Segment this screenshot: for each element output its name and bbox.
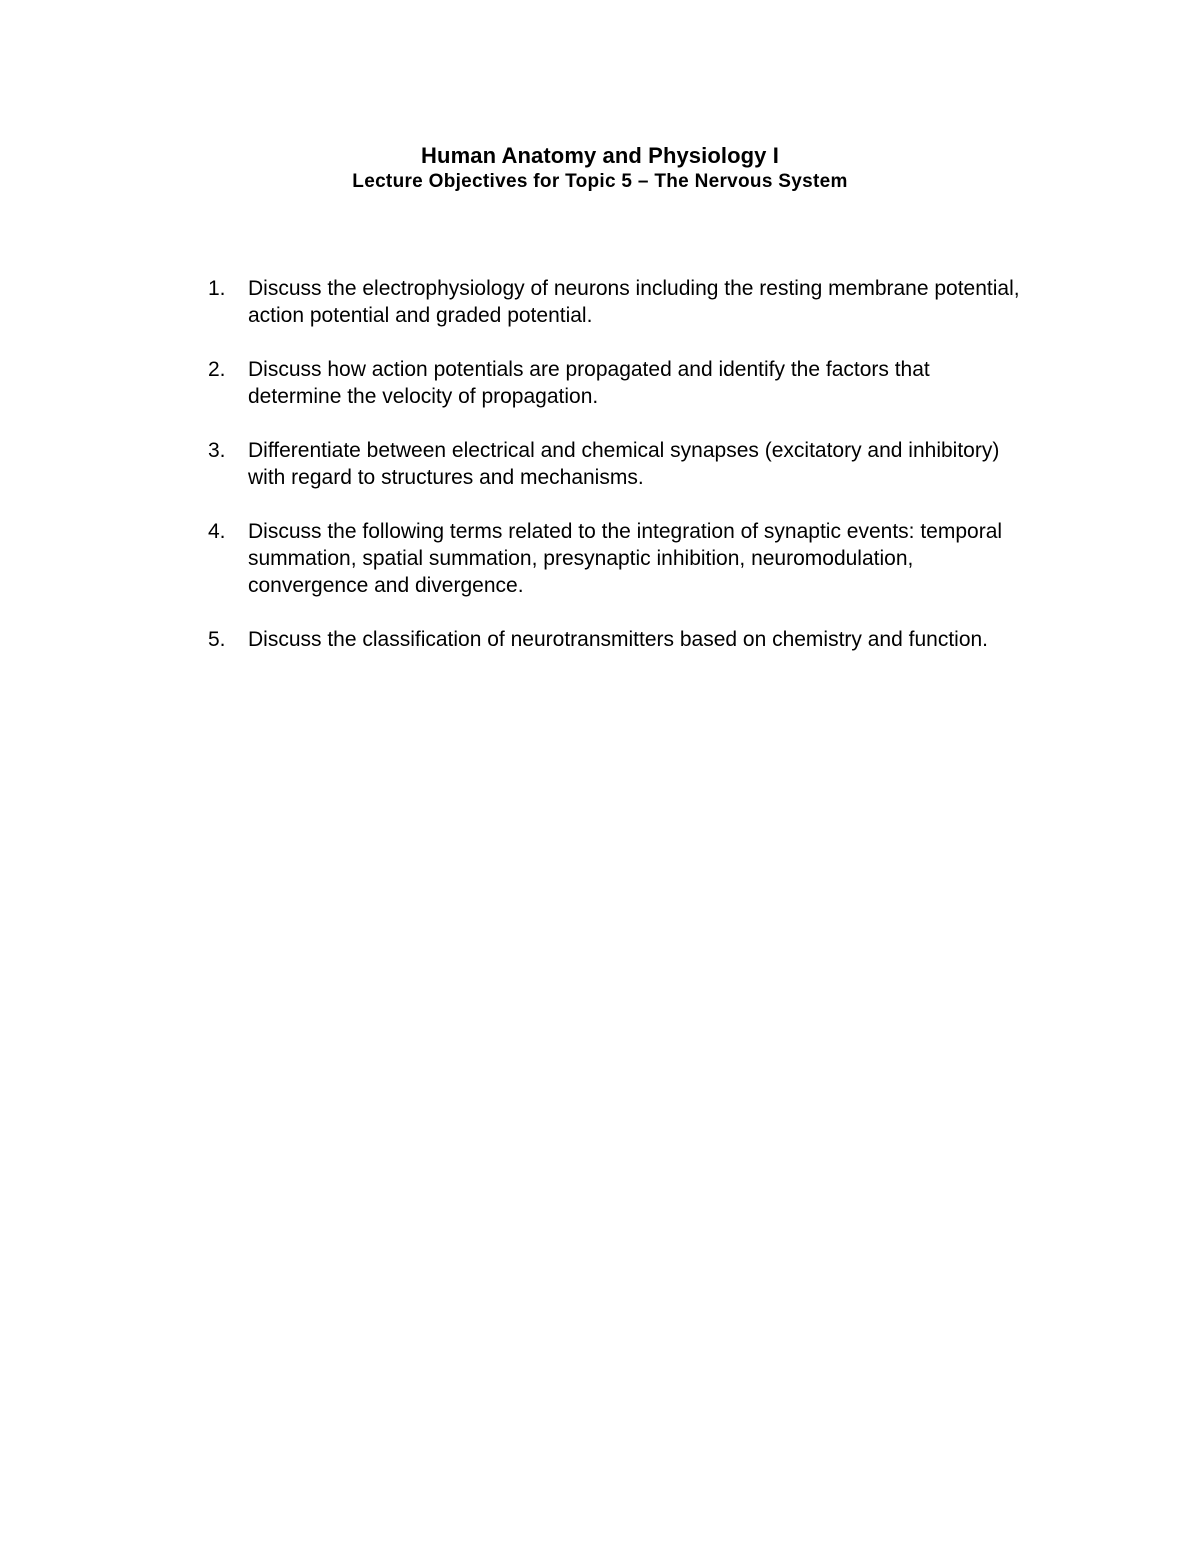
objective-item — [208, 437, 1028, 491]
objective-item — [208, 275, 1028, 329]
objective-number: 4. — [208, 520, 226, 543]
objective-text: Discuss the electrophysiology of neurons including the resting membrane potential, action potential and graded potential. — [248, 277, 1020, 327]
objective-item — [208, 626, 1028, 653]
objective-text: Discuss the classification of neurotransmitters based on chemistry and function. — [248, 628, 989, 651]
objective-item — [208, 356, 1028, 410]
objective-text: Differentiate between electrical and chemical synapses (excitatory and inhibitory) with regard to structures and mechanisms. — [248, 439, 1000, 489]
objective-number: 5. — [208, 628, 226, 651]
objective-item — [208, 518, 1028, 599]
objective-number: 1. — [208, 277, 226, 300]
objective-text: Discuss how action potentials are propagated and identify the factors that determine the velocity of propagation. — [248, 358, 930, 408]
document-subtitle: Lecture Objectives for Topic 5 – The Nervous System — [352, 171, 848, 192]
objectives-list — [208, 275, 1028, 680]
objective-number: 3. — [208, 439, 226, 462]
document-title: Human Anatomy and Physiology I — [421, 143, 779, 168]
objective-number: 2. — [208, 358, 226, 381]
document-header — [0, 142, 1200, 194]
objective-text: Discuss the following terms related to the integration of synaptic events: temporal summation, spatial summation, presynaptic inhibition, neuromodulation, convergence and divergence. — [248, 520, 1003, 597]
